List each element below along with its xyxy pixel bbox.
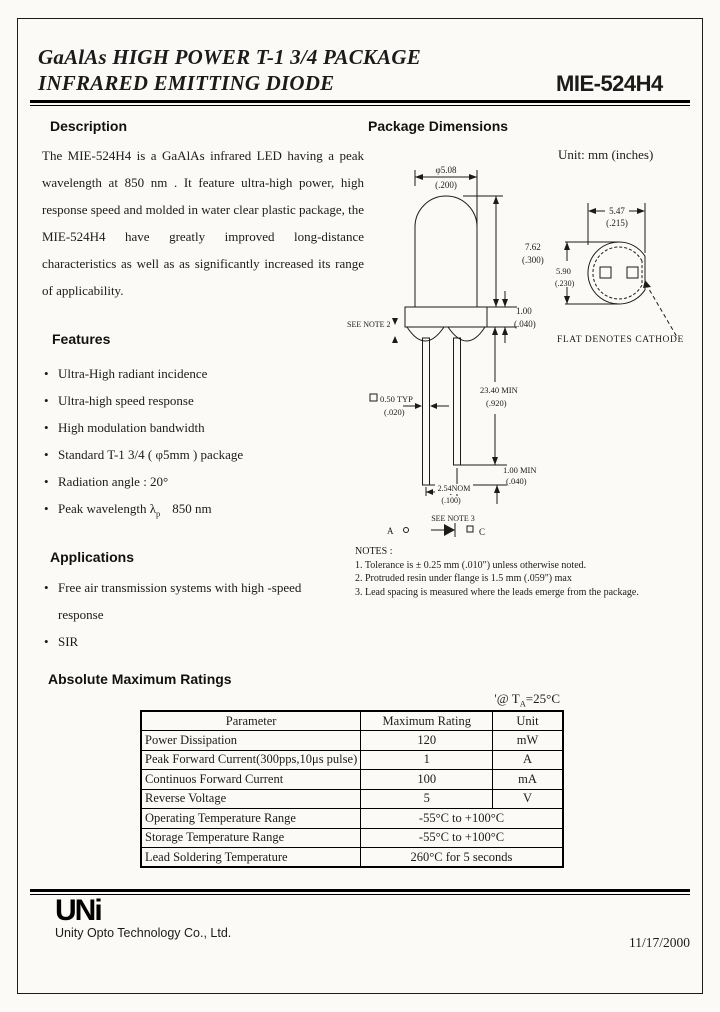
dimension-lines [370,170,517,537]
lambda-subscript: p [156,508,161,519]
led-top-view-diagram [555,195,720,360]
see-note-3-label: SEE NOTE 3 [431,514,475,523]
peak-wavelength-value: 850 nm [172,501,212,516]
applications-heading: Applications [50,549,135,565]
rating-cell: 260°C for 5 seconds [361,848,563,868]
dim-tip: 1.00 MIN [503,465,537,475]
cathode-label: C [479,527,486,537]
dim-topview-height: 5.90 [556,266,571,276]
unit-cell: mW [493,731,563,751]
param-cell: Operating Temperature Range [141,809,361,829]
dim-topview-width-in: (.215) [606,218,628,228]
dim-body-length-in: (.300) [522,255,544,265]
see-note-2-label: SEE NOTE 2 [347,320,391,329]
footer-rule-thick [30,889,690,892]
peak-wavelength-text: Peak wavelength λ [58,501,156,516]
rating-cell: 100 [361,770,493,790]
unit-cell: mA [493,770,563,790]
dim-diameter-in: (.200) [435,180,457,190]
dimension-arrows [392,174,508,536]
note-line: 3. Lead spacing is measured where the leads emerge from the package. [355,586,639,598]
note-line: 1. Tolerance is ± 0.25 mm (.010") unless otherwise noted. [355,559,587,571]
feature-item-peak-wavelength [42,495,362,528]
table-row [141,809,563,829]
param-cell: Storage Temperature Range [141,828,361,848]
document-title [38,44,518,96]
flat-cathode-note: FLAT DENOTES CATHODE [557,335,684,345]
company-logo: UNi [55,894,101,927]
feature-item: • Ultra-high speed response [42,387,362,414]
application-item: • SIR [42,628,344,655]
dim-flange: 1.00 [516,306,532,316]
col-header-unit: Unit [493,711,563,731]
table-row [141,848,563,868]
title-line-2: INFRARED EMITTING DIODE [38,71,335,95]
led-front-view-diagram [345,160,560,550]
condition-prefix: '@ T [494,691,520,706]
notes-title: NOTES : [355,546,393,557]
company-name: Unity Opto Technology Co., Ltd. [55,926,232,940]
col-header-rating: Maximum Rating [361,711,493,731]
ratings-condition [400,691,560,709]
dim-tip-in: (.040) [506,476,527,486]
header-rule-thick [30,100,690,103]
rating-cell: 120 [361,731,493,751]
rating-cell: 5 [361,789,493,809]
feature-item: • Standard T-1 3/4 ( φ5mm ) package [42,441,362,468]
unit-cell: V [493,789,563,809]
dim-topview-width: 5.47 [609,206,625,216]
param-cell: Continuos Forward Current [141,770,361,790]
table-header-row [141,711,563,731]
col-header-parameter: Parameter [141,711,361,731]
param-cell: Reverse Voltage [141,789,361,809]
features-heading: Features [52,331,111,347]
rating-cell: -55°C to +100°C [361,809,563,829]
description-heading: Description [50,118,128,134]
unit-cell: A [493,750,563,770]
table-row [141,731,563,751]
dim-lead-width: 0.50 TYP [380,394,413,404]
dim-diameter: φ5.08 [435,165,457,175]
application-item: • Free air transmission systems with high -speed response [42,574,344,628]
dim-flange-in: (.040) [514,319,536,329]
title-line-1: GaAlAs HIGH POWER T-1 3/4 PACKAGE [38,45,421,69]
table-row [141,750,563,770]
table-row [141,828,563,848]
feature-item: • High modulation bandwidth [42,414,362,441]
anode-label: A [387,526,394,536]
ratings-heading: Absolute Maximum Ratings [48,671,232,687]
table-row [141,770,563,790]
led-outline [405,196,487,485]
dim-lead-length: 23.40 MIN [480,385,518,395]
document-date: 11/17/2000 [628,935,690,950]
package-notes [355,545,707,599]
dim-body-length: 7.62 [525,242,541,252]
dim-pitch-in: (.100) [441,496,461,505]
note-line: 2. Protruded resin under flange is 1.5 mm (.059") max [355,573,572,584]
applications-list [42,574,344,655]
rating-cell: -55°C to +100°C [361,828,563,848]
description-text: The MIE-524H4 is a GaAlAs infrared LED having a peak wavelength at 850 nm . It feature ultra-high power, high response speed and molded in water clear plastic package, the MIE-524H4 have greatly improved long-distance characteristics as well as as significantly increased its range of applicability. [42,148,364,298]
dim-lead-width-in: (.020) [384,407,405,417]
package-dimensions-heading: Package Dimensions [368,118,509,134]
table-row [141,789,563,809]
part-number: MIE-524H4 [556,71,663,96]
features-list [42,360,362,528]
condition-subscript: A [519,698,526,709]
dim-pitch: 2.54NOM [437,484,471,493]
dim-topview-height-in: (.230) [555,279,575,288]
param-cell: Peak Forward Current(300pps,10μs pulse) [141,750,361,770]
param-cell: Lead Soldering Temperature [141,848,361,868]
ratings-table [140,710,564,868]
feature-item: • Ultra-High radiant incidence [42,360,362,387]
feature-item: • Radiation angle : 20° [42,468,362,495]
header-rule-thin [30,105,690,106]
param-cell: Power Dissipation [141,731,361,751]
unit-note: Unit: mm (inches) [558,147,654,162]
rating-cell: 1 [361,750,493,770]
dim-lead-length-in: (.920) [486,398,507,408]
footer-rule-thin [30,894,690,895]
condition-suffix: =25°C [525,691,560,706]
